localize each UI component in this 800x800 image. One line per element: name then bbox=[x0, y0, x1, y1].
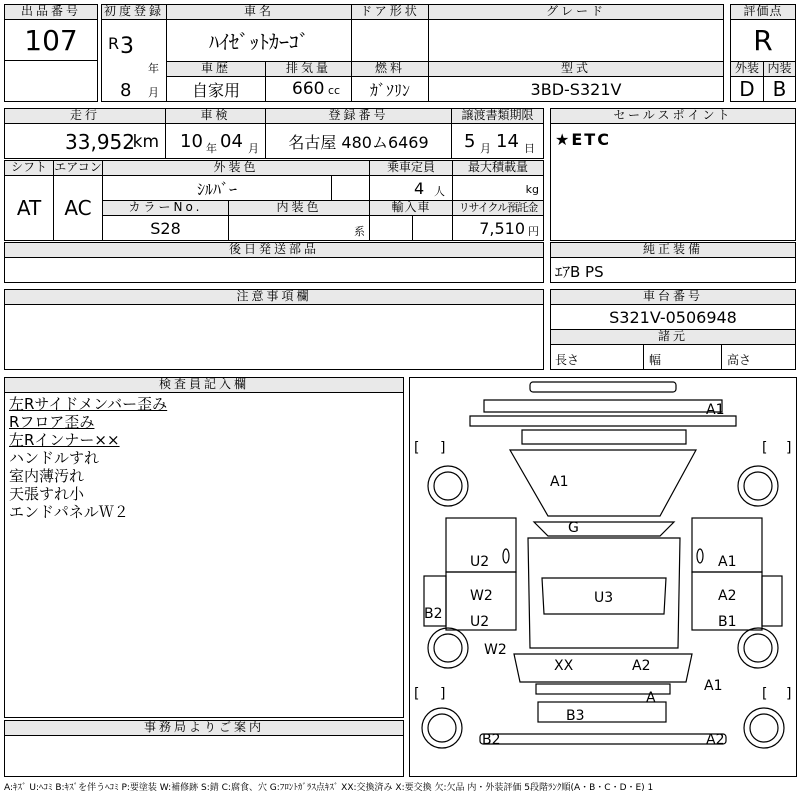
displacement-value: 660 bbox=[292, 79, 325, 99]
interior-color-unit: 系 bbox=[354, 225, 365, 238]
chassis-no-box bbox=[550, 304, 796, 330]
shift-box bbox=[4, 175, 54, 241]
bracket-right-top: [ bbox=[762, 440, 768, 456]
dimensions-height: 高さ bbox=[727, 353, 752, 367]
import-label: 輸入車 bbox=[369, 200, 453, 216]
shift-value: AT bbox=[16, 196, 42, 220]
aircon-box bbox=[53, 175, 103, 241]
aircon-value: AC bbox=[64, 196, 92, 220]
capacity-unit: 人 bbox=[434, 185, 445, 198]
code-rear-b3: B3 bbox=[566, 708, 585, 724]
color-no-label: カラーNo. bbox=[102, 200, 229, 216]
history-value: 自家用 bbox=[191, 80, 240, 100]
front-bumper-shape bbox=[530, 382, 676, 392]
max-load-box bbox=[452, 175, 544, 201]
first-reg-year: 3 bbox=[120, 34, 134, 59]
history-box bbox=[166, 76, 266, 102]
lot-number-value: 107 bbox=[24, 23, 78, 57]
import-divider bbox=[412, 216, 413, 240]
capacity-value: 4 bbox=[414, 179, 425, 198]
office-label: 事務局よりご案内 bbox=[4, 720, 404, 736]
capacity-box bbox=[369, 175, 453, 201]
bracket-left-bottom: [ bbox=[414, 686, 420, 702]
grade-box bbox=[428, 19, 724, 62]
code-floor-u3: U3 bbox=[594, 590, 614, 606]
fuel-label: 燃料 bbox=[351, 61, 429, 77]
chassis-no-label: 車台番号 bbox=[550, 289, 796, 305]
inspection-year: 10 bbox=[180, 131, 203, 152]
import-value bbox=[370, 216, 412, 240]
notes-label: 注意事項欄 bbox=[4, 289, 544, 305]
sales-points-label: セールスポイント bbox=[550, 108, 796, 124]
wheel-spare-right-inner bbox=[750, 714, 778, 742]
front-panel-shape bbox=[484, 400, 722, 412]
bracket-right-bottom: [ bbox=[762, 686, 768, 702]
sales-points-box bbox=[550, 123, 796, 241]
dimensions-divider-1 bbox=[643, 345, 644, 369]
inspector-line-6: 天張すれ小 bbox=[9, 485, 85, 503]
dimensions-length: 長さ bbox=[555, 353, 580, 367]
model-box bbox=[428, 76, 724, 102]
mileage-label: 走行 bbox=[4, 108, 166, 124]
import-box bbox=[369, 215, 453, 241]
exterior-color-value: ｼﾙﾊﾞｰ bbox=[196, 179, 237, 199]
code-right-a1: A1 bbox=[718, 554, 737, 570]
inspector-line-1: 左Rサイドメンバー歪み bbox=[9, 395, 168, 413]
registration-value: 名古屋 480ム6469 bbox=[288, 132, 429, 152]
transfer-day-unit: 日 bbox=[524, 142, 535, 155]
code-bottom-a2: A2 bbox=[706, 732, 725, 748]
dimensions-label: 諸元 bbox=[550, 329, 796, 345]
bracket-left-top-close: ] bbox=[440, 440, 446, 456]
first-reg-year-unit: 年 bbox=[148, 62, 159, 75]
registration-label: 登録番号 bbox=[265, 108, 452, 124]
transfer-day: 14 bbox=[496, 131, 519, 152]
color-no-value: S28 bbox=[150, 218, 181, 238]
legend-text: A:ｷｽﾞ U:ﾍｺﾐ B:ｷｽﾞを伴うﾍｺﾐ P:要塗装 W:補修跡 S:錆 C:腐食、穴 G:ﾌﾛﾝﾄｶﾞﾗｽ点ｷｽﾞ XX:交換済み X:要交換 欠:欠品 内・外装評価 5段階ﾗﾝｸ順(A・B・C・D・E) 1 bbox=[4, 783, 654, 793]
interior-color-box bbox=[228, 215, 370, 241]
recycle-unit: 円 bbox=[528, 225, 539, 238]
car-name-value: ﾊｲｾﾞｯﾄｶｰｺﾞ bbox=[209, 30, 309, 54]
max-load-unit: kg bbox=[525, 183, 539, 196]
code-left-w2: W2 bbox=[470, 588, 493, 604]
wheel-front-left-inner bbox=[434, 472, 462, 500]
inspection-year-unit: 年 bbox=[206, 142, 217, 155]
code-front-a1: A1 bbox=[706, 402, 725, 418]
car-diagram bbox=[410, 378, 796, 776]
transfer-month-unit: 月 bbox=[480, 142, 491, 155]
first-reg-era: R bbox=[108, 34, 120, 53]
code-rear-a2: A2 bbox=[632, 658, 651, 674]
inspection-label: 車検 bbox=[165, 108, 266, 124]
recycle-box bbox=[452, 215, 544, 241]
score-value: R bbox=[753, 24, 773, 57]
transfer-deadline-box bbox=[451, 123, 544, 159]
capacity-label: 乗車定員 bbox=[369, 160, 453, 176]
bracket-left-top: [ bbox=[414, 440, 420, 456]
code-bottom-b2: B2 bbox=[482, 732, 501, 748]
displacement-box bbox=[265, 76, 352, 102]
model-value: 3BD-S321V bbox=[530, 79, 622, 99]
interior-score-box bbox=[763, 76, 796, 102]
notes-box bbox=[4, 304, 544, 370]
code-right-a2: A2 bbox=[718, 588, 737, 604]
wheel-front-right-inner bbox=[744, 472, 772, 500]
exterior-color-divider bbox=[331, 176, 332, 200]
history-label: 車歴 bbox=[166, 61, 266, 77]
door-label: ドア形状 bbox=[351, 4, 429, 20]
right-mirror-shape bbox=[697, 549, 703, 563]
code-left-u2: U2 bbox=[470, 554, 490, 570]
inspector-line-3: 左Rインナー×× bbox=[9, 431, 120, 449]
code-bumper-a: A bbox=[646, 690, 656, 706]
exterior-score-box bbox=[730, 76, 764, 102]
mileage-box bbox=[4, 123, 166, 159]
displacement-label: 排気量 bbox=[265, 61, 352, 77]
bracket-left-bottom-close: ] bbox=[440, 686, 446, 702]
car-name-box bbox=[166, 19, 352, 62]
car-name-label: 車名 bbox=[166, 4, 352, 20]
lot-number-label: 出品番号 bbox=[4, 4, 98, 20]
rear-bed-shape bbox=[514, 654, 692, 682]
dimensions-divider-2 bbox=[721, 345, 722, 369]
car-diagram-box bbox=[409, 377, 797, 777]
first-reg-label: 初度登録 bbox=[101, 4, 167, 20]
inspection-month: 04 bbox=[220, 131, 243, 152]
first-reg-box bbox=[101, 19, 167, 102]
wheel-rear-left-inner bbox=[434, 634, 462, 662]
genuine-equipment-value: ｴｱB PS bbox=[555, 263, 604, 281]
sales-points-value: ★ETC bbox=[555, 130, 611, 149]
later-parts-label: 後日発送部品 bbox=[4, 242, 544, 258]
grade-label: グレード bbox=[428, 4, 724, 20]
aircon-label: エアコン bbox=[54, 160, 102, 174]
code-left-b2: B2 bbox=[424, 606, 443, 622]
shift-label: シフト bbox=[4, 160, 54, 176]
exterior-color-label: 外装色 bbox=[102, 160, 370, 176]
code-left-u2b: U2 bbox=[470, 614, 490, 630]
score-box bbox=[730, 19, 796, 62]
recycle-value: 7,510 bbox=[479, 219, 525, 238]
code-right-b1: B1 bbox=[718, 614, 737, 630]
code-left-w2b: W2 bbox=[484, 642, 507, 658]
recycle-label: リサイクル預託金 bbox=[452, 200, 544, 216]
genuine-equipment-box bbox=[550, 257, 796, 283]
exterior-score-value: D bbox=[739, 77, 755, 101]
wheel-spare-left-inner bbox=[428, 714, 456, 742]
right-side-panel-shape bbox=[762, 576, 782, 626]
chassis-no-value: S321V-0506948 bbox=[609, 307, 737, 327]
registration-box bbox=[265, 123, 452, 159]
transfer-month: 5 bbox=[464, 131, 476, 152]
grade-value bbox=[429, 20, 723, 61]
interior-color-label: 内装色 bbox=[228, 200, 370, 216]
dimensions-box bbox=[550, 344, 796, 370]
first-reg-month: 8 bbox=[120, 80, 132, 101]
inspection-box bbox=[165, 123, 266, 159]
inspection-month-unit: 月 bbox=[248, 142, 259, 155]
displacement-unit: cc bbox=[328, 84, 341, 97]
office-box bbox=[4, 735, 404, 777]
inspector-line-7: エンドパネルＷ２ bbox=[9, 503, 129, 521]
left-mirror-shape bbox=[503, 549, 509, 563]
inspector-line-4: ハンドルすれ bbox=[9, 449, 100, 467]
exterior-color-box bbox=[102, 175, 370, 201]
inspector-label: 検査員記入欄 bbox=[4, 377, 404, 393]
transfer-deadline-label: 譲渡書類期限 bbox=[451, 108, 544, 124]
rear-bottom-shape bbox=[480, 734, 726, 744]
windshield-top-shape bbox=[522, 430, 686, 444]
genuine-equipment-label: 純正装備 bbox=[550, 242, 796, 258]
later-parts-box bbox=[4, 257, 544, 283]
color-no-box bbox=[102, 215, 229, 241]
exterior-score-label: 外装 bbox=[730, 61, 764, 77]
code-windshield-g: G bbox=[568, 520, 579, 536]
first-reg-month-unit: 月 bbox=[148, 86, 159, 99]
front-lower-shape bbox=[470, 416, 736, 426]
code-rear-xx: XX bbox=[554, 658, 574, 674]
mileage-value: 33,952 bbox=[65, 130, 135, 154]
code-roof-a1: A1 bbox=[550, 474, 569, 490]
wheel-rear-right-inner bbox=[744, 634, 772, 662]
mileage-unit: km bbox=[132, 132, 159, 152]
door-value bbox=[352, 20, 428, 61]
score-label: 評価点 bbox=[730, 4, 796, 20]
windshield-lower-shape bbox=[534, 522, 674, 536]
roof-shape bbox=[510, 450, 696, 516]
dimensions-width: 幅 bbox=[649, 353, 662, 367]
door-box bbox=[351, 19, 429, 62]
max-load-label: 最大積載量 bbox=[452, 160, 544, 176]
fuel-box bbox=[351, 76, 429, 102]
code-rear-right-a1: A1 bbox=[704, 678, 723, 694]
lot-number-box bbox=[4, 19, 98, 61]
bracket-right-top-close: ] bbox=[786, 440, 792, 456]
interior-score-label: 内装 bbox=[763, 61, 796, 77]
fuel-value: ｶﾞｿﾘﾝ bbox=[369, 80, 410, 100]
inspector-line-2: Rフロア歪み bbox=[9, 413, 95, 431]
bracket-right-bottom-close: ] bbox=[786, 686, 792, 702]
interior-score-value: B bbox=[772, 77, 787, 101]
inspector-line-5: 室内薄汚れ bbox=[9, 467, 85, 485]
lot-number-blank bbox=[4, 60, 98, 102]
model-label: 型式 bbox=[428, 61, 724, 77]
